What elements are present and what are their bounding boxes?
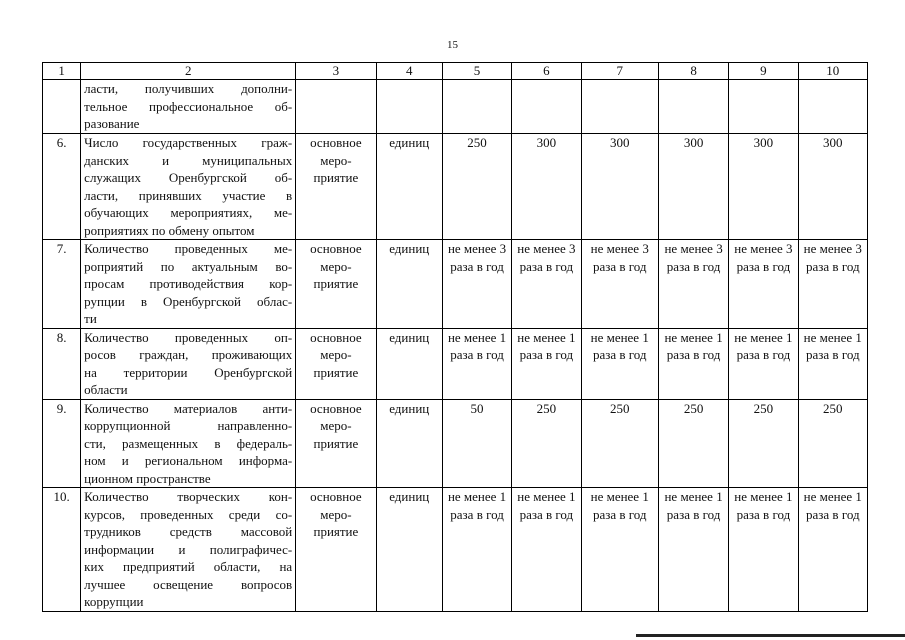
column-number-cell: 2 [81, 63, 296, 80]
table-body [43, 63, 868, 612]
indicator-name-line: коррупционной направленно- [84, 418, 293, 433]
indicator-name-line: росов граждан, проживающих [84, 347, 293, 362]
value-cell: 250 [442, 134, 511, 240]
value-cell: не менее 3 раза в год [442, 240, 511, 329]
value-cell: 250 [658, 399, 728, 488]
indicator-name-line: данских и муниципальных [84, 152, 293, 168]
measure-type-line: приятие [313, 364, 359, 380]
indicator-name-line: информации и полиграфичес- [84, 541, 293, 557]
table-row [43, 134, 868, 240]
row-number: 8. [43, 328, 81, 399]
column-number-cell: 5 [442, 63, 511, 80]
value-cell: не менее 1 раза в год [581, 488, 658, 612]
row-number: 7. [43, 240, 81, 329]
measure-type [296, 328, 376, 399]
indicator-name-line: ти [84, 311, 97, 326]
value-cell: не менее 3 раза в год [729, 240, 798, 329]
measure-type-line: меро- [320, 418, 352, 433]
indicator-name-line: области [84, 382, 128, 397]
value-cell: не менее 3 раза в год [798, 240, 867, 329]
table-row [43, 399, 868, 488]
value-cell: 50 [442, 399, 511, 488]
measure-type-line: меро- [320, 347, 352, 362]
indicator-name [81, 240, 296, 329]
row-number: 9. [43, 399, 81, 488]
indicator-name [81, 488, 296, 612]
indicator-name-line: Количество творческих кон- [84, 489, 293, 504]
value-cell: 250 [581, 399, 658, 488]
column-number-cell: 3 [296, 63, 376, 80]
indicator-name-line: ких предприятий области, на [84, 559, 293, 574]
indicator-name-line: ласти, получивших дополни- [84, 81, 293, 96]
value-cell [729, 80, 798, 134]
column-number-row [43, 63, 868, 80]
row-number [43, 80, 81, 134]
table-row [43, 80, 868, 134]
indicator-name [81, 134, 296, 240]
value-cell [658, 80, 728, 134]
value-cell: не менее 1 раза в год [512, 328, 581, 399]
column-number-cell: 6 [512, 63, 581, 80]
value-cell: не менее 1 раза в год [581, 328, 658, 399]
indicator-name-line: коррупции [84, 594, 144, 609]
column-number-cell: 7 [581, 63, 658, 80]
measure-type [296, 80, 376, 134]
indicator-name-line: на территории Оренбургской [84, 364, 293, 380]
measure-type [296, 240, 376, 329]
indicator-name-line: тельное профессиональное об- [84, 98, 293, 114]
measure-type-line: основное [310, 135, 362, 150]
indicator-name-line: сти, размещенных в федераль- [84, 435, 293, 451]
unit-cell: единиц [376, 134, 442, 240]
indicator-name-line: ционном пространстве [84, 470, 211, 486]
unit-cell [376, 80, 442, 134]
unit-cell: единиц [376, 328, 442, 399]
value-cell: не менее 1 раза в год [658, 488, 728, 612]
value-cell [581, 80, 658, 134]
column-number-cell: 8 [658, 63, 728, 80]
unit-cell: единиц [376, 399, 442, 488]
unit-cell: единиц [376, 488, 442, 612]
measure-type [296, 399, 376, 488]
value-cell: не менее 3 раза в год [581, 240, 658, 329]
indicator-name [81, 80, 296, 134]
table-row [43, 328, 868, 399]
scan-edge-line [636, 634, 905, 637]
value-cell: не менее 1 раза в год [798, 488, 867, 612]
indicator-name-line: ном и региональном информа- [84, 453, 293, 468]
value-cell [798, 80, 867, 134]
indicator-name-line: курсов, проведенных среди со- [84, 506, 293, 522]
indicator-name-line: обучающих мероприятиях, ме- [84, 205, 293, 220]
value-cell: не менее 1 раза в год [442, 328, 511, 399]
value-cell: не менее 1 раза в год [658, 328, 728, 399]
row-number: 6. [43, 134, 81, 240]
indicator-name-line: роприятий по актуальным во- [84, 258, 293, 274]
indicator-name-line: разование [84, 116, 140, 131]
indicator-name [81, 328, 296, 399]
measure-type-line: меро- [320, 506, 352, 522]
value-cell: 250 [798, 399, 867, 488]
column-number-cell: 9 [729, 63, 798, 80]
indicators-table [42, 62, 868, 612]
indicator-name-line: рупции в Оренбургской облас- [84, 293, 293, 309]
indicator-name-line: Число государственных граж- [84, 135, 293, 150]
measure-type-line: меро- [320, 258, 352, 274]
measure-type-line: меро- [320, 152, 352, 168]
measure-type-line: основное [310, 400, 362, 416]
value-cell: 300 [658, 134, 728, 240]
table-row [43, 240, 868, 329]
table-row [43, 488, 868, 612]
row-number: 10. [43, 488, 81, 612]
column-number-cell: 1 [43, 63, 81, 80]
value-cell [442, 80, 511, 134]
indicator-name-line: Количество материалов анти- [84, 400, 293, 416]
value-cell: не менее 1 раза в год [512, 488, 581, 612]
indicator-name [81, 399, 296, 488]
column-number-cell: 4 [376, 63, 442, 80]
measure-type-line: основное [310, 329, 362, 345]
measure-type-line: основное [310, 241, 362, 256]
indicator-name-line: просам противодействия кор- [84, 276, 293, 291]
indicator-name-line: ласти, принявших участие в [84, 187, 293, 203]
value-cell: 300 [729, 134, 798, 240]
unit-cell: единиц [376, 240, 442, 329]
value-cell: не менее 1 раза в год [729, 328, 798, 399]
measure-type [296, 488, 376, 612]
page-number: 15 [447, 39, 458, 51]
measure-type-line: приятие [313, 524, 359, 539]
column-number-cell: 10 [798, 63, 867, 80]
measure-type-line: основное [310, 489, 362, 504]
value-cell: не менее 3 раза в год [658, 240, 728, 329]
value-cell: 250 [512, 399, 581, 488]
indicator-name-line: служащих Оренбургской об- [84, 170, 293, 185]
value-cell: 300 [581, 134, 658, 240]
value-cell: не менее 1 раза в год [442, 488, 511, 612]
indicator-name-line: лучшее освещение вопросов [84, 576, 293, 592]
measure-type-line: приятие [313, 170, 359, 185]
value-cell [512, 80, 581, 134]
value-cell: не менее 1 раза в год [798, 328, 867, 399]
value-cell: не менее 3 раза в год [512, 240, 581, 329]
indicator-name-line: трудников средств массовой [84, 524, 293, 539]
measure-type-line: приятие [313, 276, 359, 291]
measure-type-line: приятие [313, 435, 359, 451]
indicator-name-line: Количество проведенных ме- [84, 241, 293, 256]
value-cell: 300 [798, 134, 867, 240]
value-cell: 300 [512, 134, 581, 240]
value-cell: не менее 1 раза в год [729, 488, 798, 612]
value-cell: 250 [729, 399, 798, 488]
indicator-name-line: Количество проведенных оп- [84, 329, 293, 345]
indicator-name-line: роприятиях по обмену опытом [84, 222, 255, 238]
measure-type [296, 134, 376, 240]
